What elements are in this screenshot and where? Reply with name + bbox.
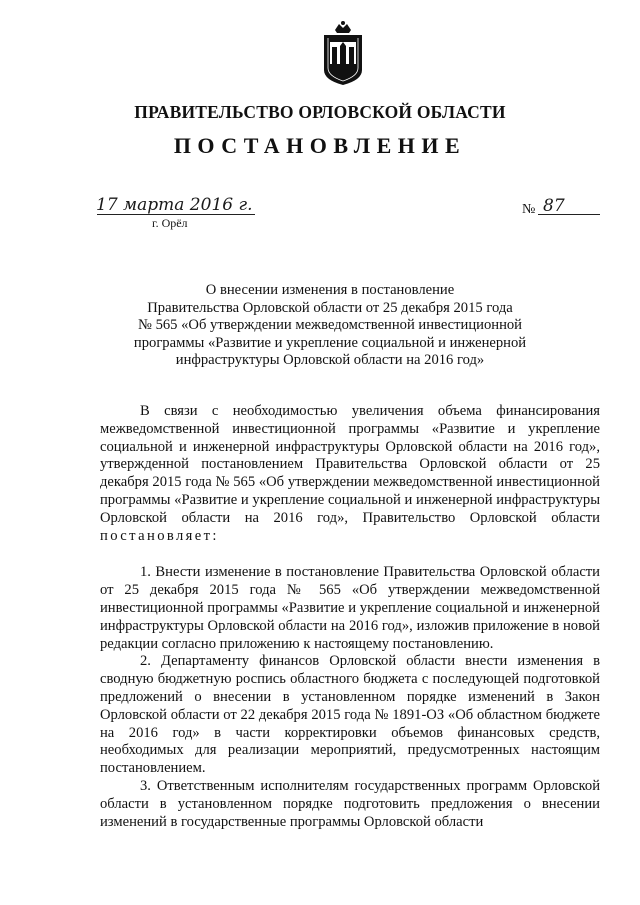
intro-paragraph xyxy=(100,403,600,545)
resolves-word: постановляет: xyxy=(100,527,219,544)
title-line: инфраструктуры Орловской области на 2016 год» xyxy=(175,352,485,369)
title-line: программы «Развитие и укрепление социальной и инженерной xyxy=(133,334,527,351)
title-line: Правительства Орловской области от 25 декабря 2015 года xyxy=(147,299,513,316)
item-3: 3. Ответственным исполнителям государственных программ Орловской области в установленном порядке подготовить предложения о внесении изменений в государственные программы Орловской области xyxy=(100,777,600,830)
item-1: 1. Внести изменение в постановление Правительства Орловской области от 25 декабря 2015 года № 565 «Об утверждении межведомственной инвестиционной программы «Развитие и укрепление социальной и инженерной инфраструктуры Орловской области на 2016 год», изложив приложение в новой редакции согласно приложению к настоящему постановлению. xyxy=(100,564,600,652)
city-label: г. Орёл xyxy=(152,216,188,230)
document-body xyxy=(100,403,600,831)
organization-name: ПРАВИТЕЛЬСТВО ОРЛОВСКОЙ ОБЛАСТИ xyxy=(134,102,506,122)
document-title xyxy=(100,282,560,370)
intro-text: В связи с необходимостью увеличения объема финансирования межведомственной инвестиционной программы «Развитие и укрепление социальной и инженерной инфраструктуры Орловской области на 2016 год», утвержденной постановлением Правительства Орловской области от 25 декабря 2015 года № 565 «Об утверждении межведомственной инвестиционной программы «Развитие и укрепление социальной и инженерной инфраструктуры Орловской области на 2016 год», Правительство Орловской области xyxy=(100,403,600,526)
coat-of-arms-icon xyxy=(321,20,365,86)
number-underline xyxy=(538,214,600,215)
document-type: ПОСТАНОВЛЕНИЕ xyxy=(173,133,467,158)
item-2: 2. Департаменту финансов Орловской области внести изменения в сводную бюджетную роспись областного бюджета с последующей подготовкой предложений о внесении в установленном порядке изменений в Закон Орловской области от 22 декабря 2015 года № 1891-ОЗ «Об областном бюджете на 2016 год» в части корректировки объемов финансовых средств, необходимых для реализации мероприятий, предусмотренных настоящим постановлением. xyxy=(100,653,600,777)
handwritten-number: 87 xyxy=(543,196,565,216)
date-underline xyxy=(97,214,255,215)
handwritten-date: 17 марта 2016 г. xyxy=(96,195,253,215)
number-label: № xyxy=(522,202,536,217)
title-line: О внесении изменения в постановление xyxy=(205,282,455,298)
title-line: № 565 «Об утверждении межведомственной инвестиционной xyxy=(138,317,522,334)
